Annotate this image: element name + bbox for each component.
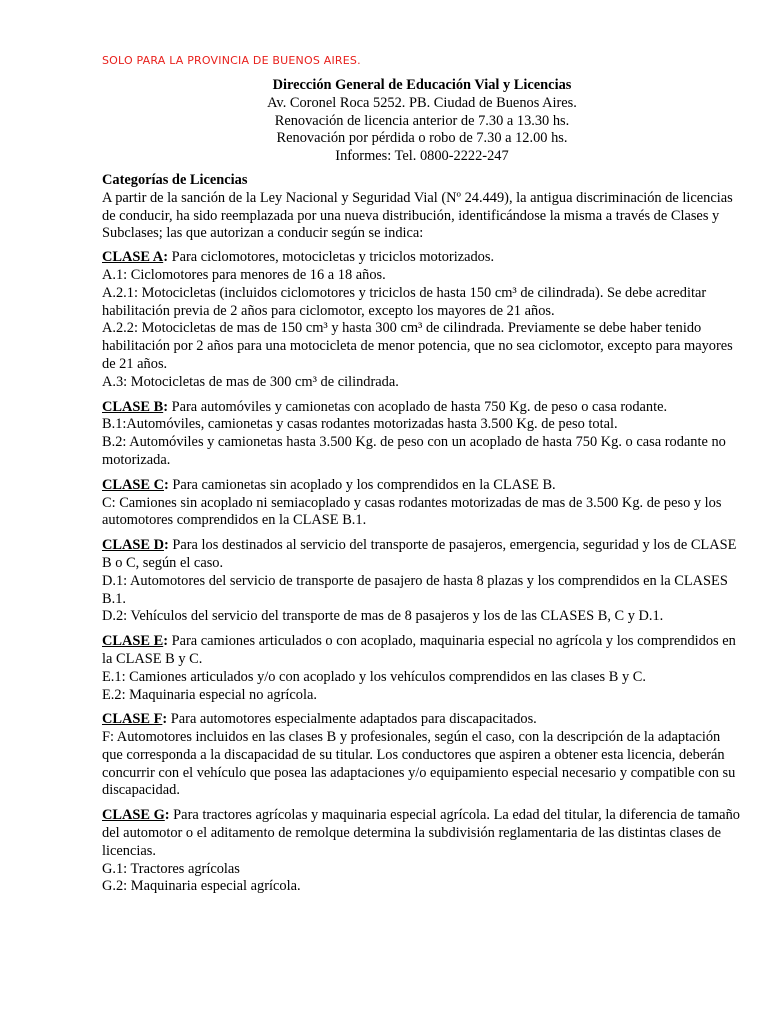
class-heading bbox=[102, 807, 742, 860]
subclass-item: E.2: Maquinaria especial no agrícola. bbox=[102, 686, 317, 703]
header-info-phone: Informes: Tel. 0800-2222-247 bbox=[335, 148, 509, 165]
class-description: Para tractores agrícolas y maquinaria especial agrícola. La edad del titular, la diferencia de tamaño del automotor o el aditamento de remolque determina la subdivisión reglamentaria de las distintas clases de licencias. bbox=[102, 807, 740, 859]
subclass-item: B.1:Automóviles, camionetas y casas rodantes motorizadas hasta 3.500 Kg. de peso total. bbox=[102, 416, 618, 433]
class-heading bbox=[102, 711, 742, 729]
subclass-item: G.2: Maquinaria especial agrícola. bbox=[102, 878, 301, 895]
class-name: CLASE D bbox=[102, 537, 164, 554]
province-notice: SOLO PARA LA PROVINCIA DE BUENOS AIRES. bbox=[102, 54, 361, 67]
header-title: Dirección General de Educación Vial y Licencias bbox=[272, 77, 572, 93]
subclass-item: D.2: Vehículos del servicio del transporte de mas de 8 pasajeros y los de las CLASES B, C y D.1. bbox=[102, 608, 664, 625]
subclass-item: A.2.2: Motocicletas de mas de 150 cm³ y hasta 300 cm³ de cilindrada. Previamente se debe haber tenido habilitación por 2 años para una motocicleta de menor potencia, que no sea ciclomotor, excepto para mayores de 21 años. bbox=[102, 320, 733, 372]
class-name: CLASE B bbox=[102, 398, 164, 415]
class-name: CLASE C bbox=[102, 476, 164, 493]
class-description: Para camionetas sin acoplado y los comprendidos en la CLASE B. bbox=[168, 476, 556, 493]
header-renewal-previous: Renovación de licencia anterior de 7.30 a 13.30 hs. bbox=[274, 112, 570, 129]
class-colon: : bbox=[163, 633, 168, 650]
class-section-a bbox=[102, 249, 742, 391]
subclass-item: D.1: Automotores del servicio de transporte de pasajero de hasta 8 plazas y los comprendidos en la CLASES B.1. bbox=[102, 572, 728, 607]
class-colon: : bbox=[163, 476, 169, 493]
class-description: Para automotores especialmente adaptados para discapacitados. bbox=[167, 711, 537, 728]
class-colon: : bbox=[163, 398, 168, 415]
subclass-item: B.2: Automóviles y camionetas hasta 3.500 Kg. de peso con un acoplado de hasta 750 Kg. o casa rodante no motorizada. bbox=[102, 434, 726, 468]
class-name: CLASE G bbox=[102, 807, 165, 824]
class-heading bbox=[102, 633, 742, 669]
subclass-item: C: Camiones sin acoplado ni semiacoplado y casas rodantes motorizadas de mas de 3.500 Kg. de peso y los automotores comprendidos en la CLASE B.1. bbox=[102, 494, 722, 529]
class-colon: : bbox=[163, 249, 168, 266]
subclass-item: A.3: Motocicletas de mas de 300 cm³ de cilindrada. bbox=[102, 373, 399, 390]
subclass-item: F: Automotores incluidos en las clases B y profesionales, según el caso, con la descripción de la adaptación que corresponda a la discapacidad de su titular. Los conductores que aspiren a obtener esta licencia, deberán concurrir con el vehículo que posea las adaptaciones y/o equipamiento especial necesario y compatible con su discapacidad. bbox=[102, 729, 736, 799]
class-name: CLASE F bbox=[102, 711, 163, 728]
class-name: CLASE A bbox=[102, 249, 164, 266]
class-section-d bbox=[102, 537, 742, 626]
class-name: CLASE E bbox=[102, 633, 164, 650]
class-description: Para camiones articulados o con acoplado, maquinaria especial no agrícola y los comprendidos en la CLASE B y C. bbox=[102, 633, 736, 667]
class-colon: : bbox=[164, 807, 170, 824]
subclass-item: G.1: Tractores agrícolas bbox=[102, 860, 240, 877]
class-colon: : bbox=[162, 711, 168, 728]
class-section-e bbox=[102, 633, 742, 704]
document-page bbox=[102, 54, 742, 896]
class-section-g bbox=[102, 807, 742, 896]
subclass-item: A.1: Ciclomotores para menores de 16 a 18 años. bbox=[102, 266, 386, 283]
subclass-item: A.2.1: Motocicletas (incluidos ciclomotores y triciclos de hasta 150 cm³ de cilindrada). Se debe acreditar habilitación previa de 2 años para ciclomotor, excepto los mayores de 21 años. bbox=[102, 284, 707, 319]
class-heading bbox=[102, 477, 742, 495]
class-description: Para ciclomotores, motocicletas y triciclos motorizados. bbox=[167, 249, 495, 266]
categories-heading: Categorías de Licencias bbox=[102, 171, 248, 188]
categories-intro: A partir de la sanción de la Ley Nacional y Seguridad Vial (Nº 24.449), la antigua discriminación de licencias de conducir, ha sido reemplazada por una nueva distribución, identificándose la misma a través de Clases y Subclases; las que autorizan a conducir según se indica: bbox=[102, 189, 733, 242]
class-section-c bbox=[102, 477, 742, 530]
header-renewal-lost: Renovación por pérdida o robo de 7.30 a 12.00 hs. bbox=[276, 130, 568, 147]
class-description: Para los destinados al servicio del transporte de pasajeros, emergencia, seguridad y los de CLASE B o C, según el caso. bbox=[102, 537, 737, 571]
class-heading bbox=[102, 537, 742, 573]
class-section-b bbox=[102, 399, 742, 470]
class-section-f bbox=[102, 711, 742, 800]
class-heading bbox=[102, 399, 742, 417]
subclass-item: E.1: Camiones articulados y/o con acoplado y los vehículos comprendidos en las clases B y C. bbox=[102, 668, 646, 685]
class-description: Para automóviles y camionetas con acoplado de hasta 750 Kg. de peso o casa rodante. bbox=[167, 398, 668, 415]
header-address: Av. Coronel Roca 5252. PB. Ciudad de Buenos Aires. bbox=[267, 94, 577, 111]
class-colon: : bbox=[163, 537, 169, 554]
class-heading bbox=[102, 249, 742, 267]
header-block bbox=[102, 77, 742, 166]
